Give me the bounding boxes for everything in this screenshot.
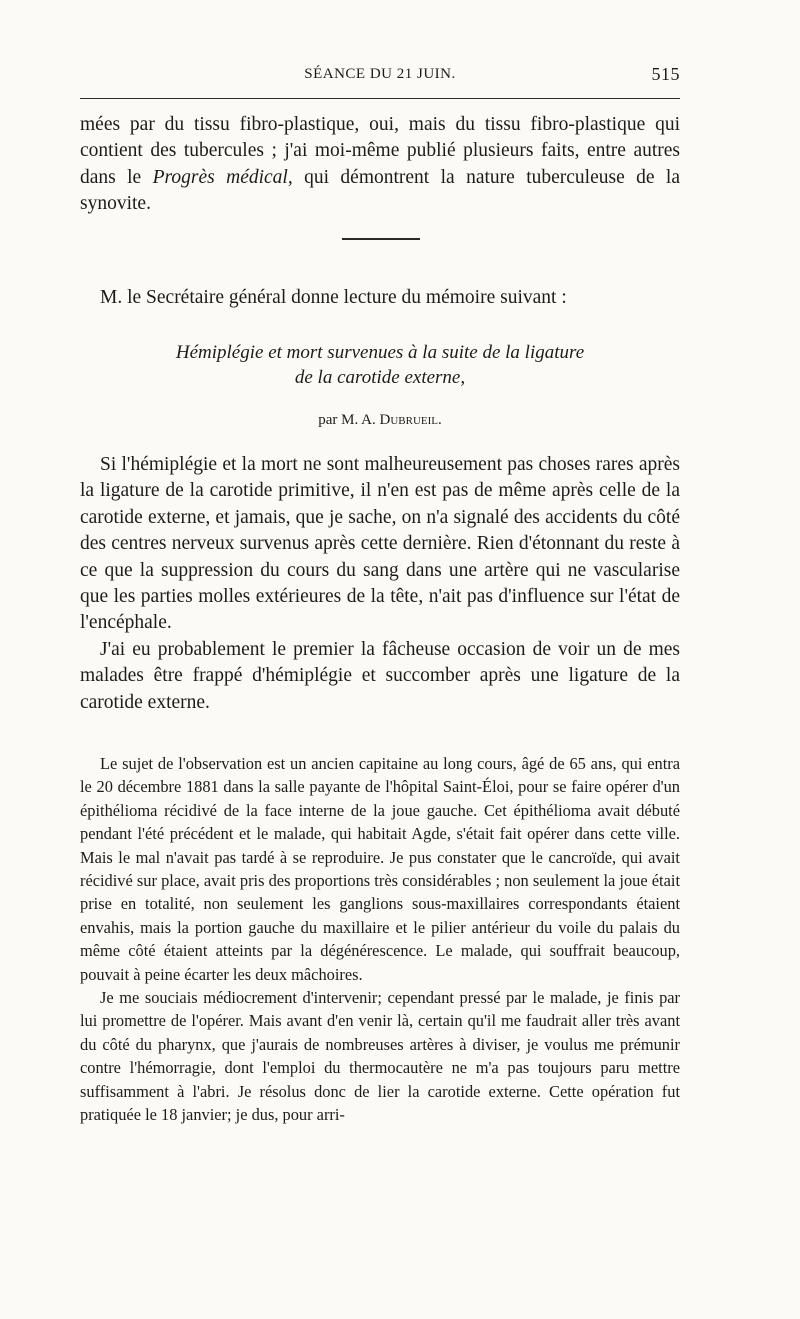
memoir-title-line-2: de la carotide externe, xyxy=(294,367,466,388)
section-separator xyxy=(342,238,420,240)
announcement xyxy=(80,285,680,311)
byline-prefix: par M. A. xyxy=(318,412,380,428)
continuation-text-before: mées par du tissu fibro-plastique, oui, mais du tissu fibro-plastique qui contient des tubercules ; j'ai moi-même publié plusieurs faits, entre autres dans le xyxy=(80,114,680,188)
page-number: 515 xyxy=(651,64,680,84)
memoir-title-line-1: Hémiplégie et mort survenues à la suite de la ligature xyxy=(175,342,585,363)
memoir-title xyxy=(80,340,680,390)
observation-paragraph-2: Je me souciais médiocrement d'intervenir; cependant pressé par le malade, je finis par lui promettre de l'opérer. Mais avant d'en venir là, certain qu'il me faudrait aller très avant du côté du pharynx, que j'aurais de nombreuses artères à diviser, je voulus me prémunir contre l'hémorragie, dont l'emploi du thermocautère ne m'a pas toujours paru mettre suffisamment à l'abri. Je résolus donc de lier la carotide externe. Cette opération fut pratiquée le 18 janvier; je dus, pour arri- xyxy=(80,988,680,1125)
observation xyxy=(80,752,680,1127)
continuation-text-after: qui démontrent la nature tuberculeuse de la synovite. xyxy=(80,166,680,215)
paragraph-2: J'ai eu probablement le premier la fâcheuse occasion de voir un de mes malades être frappé d'hémiplégie et succomber après une ligature de la carotide externe. xyxy=(80,638,680,713)
byline-author: Dubrueil. xyxy=(379,412,442,428)
paragraph-1: Si l'hémiplégie et la mort ne sont malheureusement pas choses rares après la ligature de la carotide primitive, il n'en est pas de même après celle de la carotide externe, et jamais, que je sache, on n'a signalé des accidents du côté des centres nerveux survenus après cette dernière. Rien d'étonnant du reste à ce que la suppression du cours du sang dans une artère qui ne vascularise que les parties molles extérieures de la tête, n'ait pas d'influence sur l'état de l'encéphale. xyxy=(80,454,680,634)
memoir-byline xyxy=(80,410,680,430)
announcement-text: M. le Secrétaire général donne lecture du mémoire suivant : xyxy=(100,287,567,308)
running-header xyxy=(80,64,680,90)
journal-title: Progrès médical, xyxy=(152,166,293,188)
observation-paragraph-1: Le sujet de l'observation est un ancien capitaine au long cours, âgé de 65 ans, qui entra le 20 décembre 1881 dans la salle payante de l'hôpital Saint-Éloi, pour se faire opérer d'un épithélioma récidivé de la face interne de la joue gauche. Cet épithélioma avait débuté pendant l'été précédent et le malade, qui habitait Agde, s'était fait opérer dans cette ville. Mais le mal n'avait pas tardé à se reproduire. Je pus constater que le cancroïde, qui avait récidivé sur place, avait pris des proportions très considérables ; non seulement la joue était prise en totalité, non seulement les ganglions sous-maxillaires correspondants étaient envahis, mais la portion gauche du maxillaire et le pilier antérieur du voile du palais du même côté étaient atteints par la dégénérescence. Le malade, qui souffrait beaucoup, pouvait à peine écarter les deux mâchoires. xyxy=(80,754,680,984)
introduction xyxy=(80,452,680,716)
header-rule xyxy=(80,98,680,99)
running-title: SÉANCE DU 21 JUIN. xyxy=(304,66,456,82)
continuation-paragraph xyxy=(80,112,680,218)
